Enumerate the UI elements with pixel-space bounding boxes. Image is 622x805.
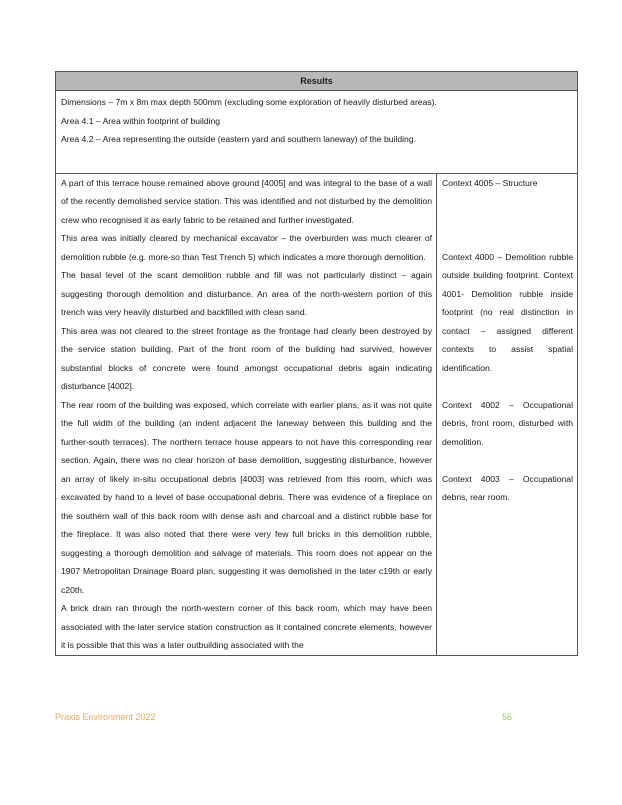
area-4-1-line: Area 4.1 – Area within footprint of building bbox=[61, 115, 221, 126]
context-4003: Context 4003 – Occupational debris, rear room. bbox=[442, 473, 573, 502]
context-4002: Context 4002 – Occupational debris, front room, disturbed with demolition. bbox=[442, 399, 573, 447]
summary-cell bbox=[56, 91, 577, 174]
results-table bbox=[55, 71, 578, 656]
dimensions-line: Dimensions – 7m x 8m max depth 500mm (excluding some exploration of heavily disturbed areas). bbox=[61, 97, 437, 107]
context-4005: Context 4005 – Structure bbox=[442, 177, 538, 188]
context-4000-4001: Context 4000 – Demolition rubble outside building footprint. Context 4001- Demolition rubble inside footprint (no real distinction in contact – assigned different contexts to assist spatial identification. bbox=[442, 251, 573, 373]
paragraph: A brick drain ran through the north-western corner of this back room, which may have been associated with the later service station construction as it contained concrete elements, however it is possible that this was a later outbuilding associated with the bbox=[61, 603, 432, 650]
paragraph: A part of this terrace house remained above ground [4005] and was integral to the base of a wall of the recently demolished service station. This was identified and not disturbed by the demolition crew who recognised it as early fabric to be retained and further investigated. bbox=[61, 177, 432, 225]
paragraph: The rear room of the building was exposed, which correlate with earlier plans, as it was not quite the full width of the building (an indent adjacent the laneway between this building and the further-south terraces). The northern terrace house appears to not have this corresponding rear section. Again, there was no clear horizon of base demolition, suggesting disturbance, however an array of likely in-situ occupational debris [4003] was retrieved from this room, which was excavated by hand to a level of base occupational debris. There was evidence of a fireplace on the southern wall of this back room with dense ash and charcoal and a distinct rubble base for the fireplace. It was also noted that there were very few full bricks in this demolition rubble, suggesting a thorough demolition and salvage of materials. This room does not appear on the 1907 Metropolitan Drainage Board plan, suggesting it was demolished in the later c19th or early c20th. bbox=[61, 399, 432, 595]
table-header: Results bbox=[56, 72, 577, 91]
paragraph: This area was not cleared to the street frontage as the frontage had clearly been destroyed by the service station building. Part of the front room of the building had survived, however substantial blocks of concrete were found amongst occupational debris again indicating disturbance [4002]. bbox=[61, 325, 432, 391]
footer-company: Praxis Environment 2022 bbox=[55, 712, 156, 722]
area-4-2-line: Area 4.2 – Area representing the outside (eastern yard and southern laneway) of the building. bbox=[61, 134, 416, 144]
paragraph: This area was initially cleared by mechanical excavator – the overburden was much clearer of demolition rubble (e.g. more-so than Test Trench 5) which indicates a more thorough demolition. bbox=[61, 233, 432, 262]
paragraph: The basal level of the scant demolition rubble and fill was not particularly distinct – again suggesting thorough demolition and disturbance. An area of the north-western portion of this trench was very heavily disturbed and backfilled with clean sand. bbox=[61, 270, 432, 317]
description-column bbox=[56, 174, 437, 655]
footer-page-number: 56 bbox=[502, 712, 513, 722]
context-column bbox=[437, 174, 577, 655]
results-body-row bbox=[56, 174, 577, 655]
